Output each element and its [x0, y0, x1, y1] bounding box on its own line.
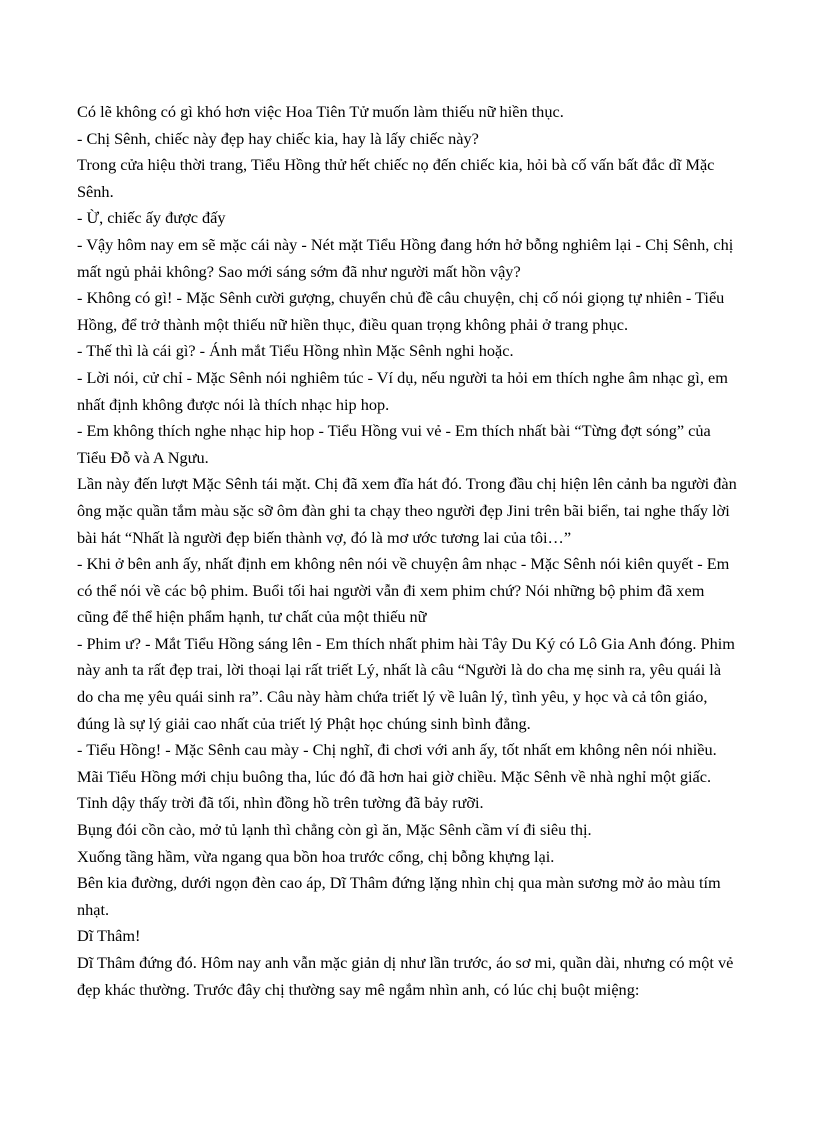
- paragraph: - Vậy hôm nay em sẽ mặc cái này - Nét mặt Tiểu Hồng đang hớn hở bỗng nghiêm lại - Chị Sênh, chị mất ngủ phải không? Sao mới sáng sớm đã như người mất hồn vậy?: [77, 234, 734, 281]
- paragraph: - Lời nói, cử chỉ - Mặc Sênh nói nghiêm túc - Ví dụ, nếu người ta hỏi em thích nghe âm nhạc gì, em nhất định không được nói là thích nhạc hip hop.: [77, 367, 728, 414]
- paragraph: - Thế thì là cái gì? - Ánh mắt Tiểu Hồng nhìn Mặc Sênh nghi hoặc.: [77, 341, 514, 361]
- document-body: [77, 99, 739, 1003]
- paragraph: - Em không thích nghe nhạc hip hop - Tiểu Hồng vui vẻ - Em thích nhất bài “Từng đợt sóng” của Tiểu Đỗ và A Ngưu.: [77, 421, 711, 467]
- paragraph: - Chị Sênh, chiếc này đẹp hay chiếc kia, hay là lấy chiếc này?: [77, 128, 479, 148]
- paragraph: - Không có gì! - Mặc Sênh cười gượng, chuyển chủ đề câu chuyện, chị cố nói giọng tự nhiên - Tiểu Hồng, để trở thành một thiếu nữ hiền thục, điều quan trọng không phải ở trang phục.: [77, 288, 725, 334]
- paragraph: Có lẽ không có gì khó hơn việc Hoa Tiên Tử muốn làm thiếu nữ hiền thục.: [77, 102, 564, 121]
- paragraph: - Phim ư? - Mắt Tiểu Hồng sáng lên - Em thích nhất phim hài Tây Du Ký có Lô Gia Anh đóng. Phim này anh ta rất đẹp trai, lời thoại lại rất triết Lý, nhất là câu “Người là do cha mẹ sinh ra, yêu quái là do cha mẹ yêu quái sinh ra”. Câu này hàm chứa triết lý về luân lý, tình yêu, y học và cả tôn giáo, đúng là sự lý giải cao nhất của triết lý Phật học chúng sinh bình đẳng.: [77, 633, 735, 733]
- paragraph: Dĩ Thâm đứng đó. Hôm nay anh vẫn mặc giản dị như lần trước, áo sơ mi, quần dài, nhưng có một vẻ đẹp khác thường. Trước đây chị thường say mê ngắm nhìn anh, có lúc chị buột miệng:: [77, 953, 734, 999]
- paragraph: - Ừ, chiếc ấy được đấy: [77, 208, 226, 228]
- paragraph: Trong cửa hiệu thời trang, Tiểu Hồng thử hết chiếc nọ đến chiếc kia, hỏi bà cố vấn bất đắc dĩ Mặc Sênh.: [77, 155, 715, 201]
- paragraph: Xuống tầng hầm, vừa ngang qua bồn hoa trước cổng, chị bỗng khựng lại.: [77, 846, 555, 866]
- paragraph: - Khi ở bên anh ấy, nhất định em không nên nói về chuyện âm nhạc - Mặc Sênh nói kiên quyết - Em có thể nói về các bộ phim. Buổi tối hai người vẫn đi xem phim chứ? Nói những bộ phim đã xem cũng để thể hiện phẩm hạnh, tư chất của một thiếu nữ: [77, 554, 730, 627]
- paragraph: Bên kia đường, dưới ngọn đèn cao áp, Dĩ Thâm đứng lặng nhìn chị qua màn sương mờ ảo màu tím nhạt.: [77, 873, 721, 919]
- paragraph: - Tiểu Hồng! - Mặc Sênh cau mày - Chị nghĩ, đi chơi với anh ấy, tốt nhất em không nên nói nhiều.: [77, 740, 717, 760]
- paragraph: Dĩ Thâm!: [77, 926, 141, 946]
- paragraph: Lần này đến lượt Mặc Sênh tái mặt. Chị đã xem đĩa hát đó. Trong đầu chị hiện lên cảnh ba người đàn ông mặc quần tắm màu sặc sỡ ôm đàn ghi ta chạy theo người đẹp Jini trên bãi biển, tai nghe thấy lời bài hát “Nhất là người đẹp biến thành vợ, đó là mơ ước tương lai của tôi…”: [77, 474, 737, 547]
- paragraph: Mãi Tiểu Hồng mới chịu buông tha, lúc đó đã hơn hai giờ chiều. Mặc Sênh về nhà nghỉ một giấc. Tỉnh dậy thấy trời đã tối, nhìn đồng hồ trên tường đã bảy rưỡi.: [77, 766, 712, 813]
- paragraph: Bụng đói cồn cào, mở tủ lạnh thì chẳng còn gì ăn, Mặc Sênh cầm ví đi siêu thị.: [77, 820, 592, 840]
